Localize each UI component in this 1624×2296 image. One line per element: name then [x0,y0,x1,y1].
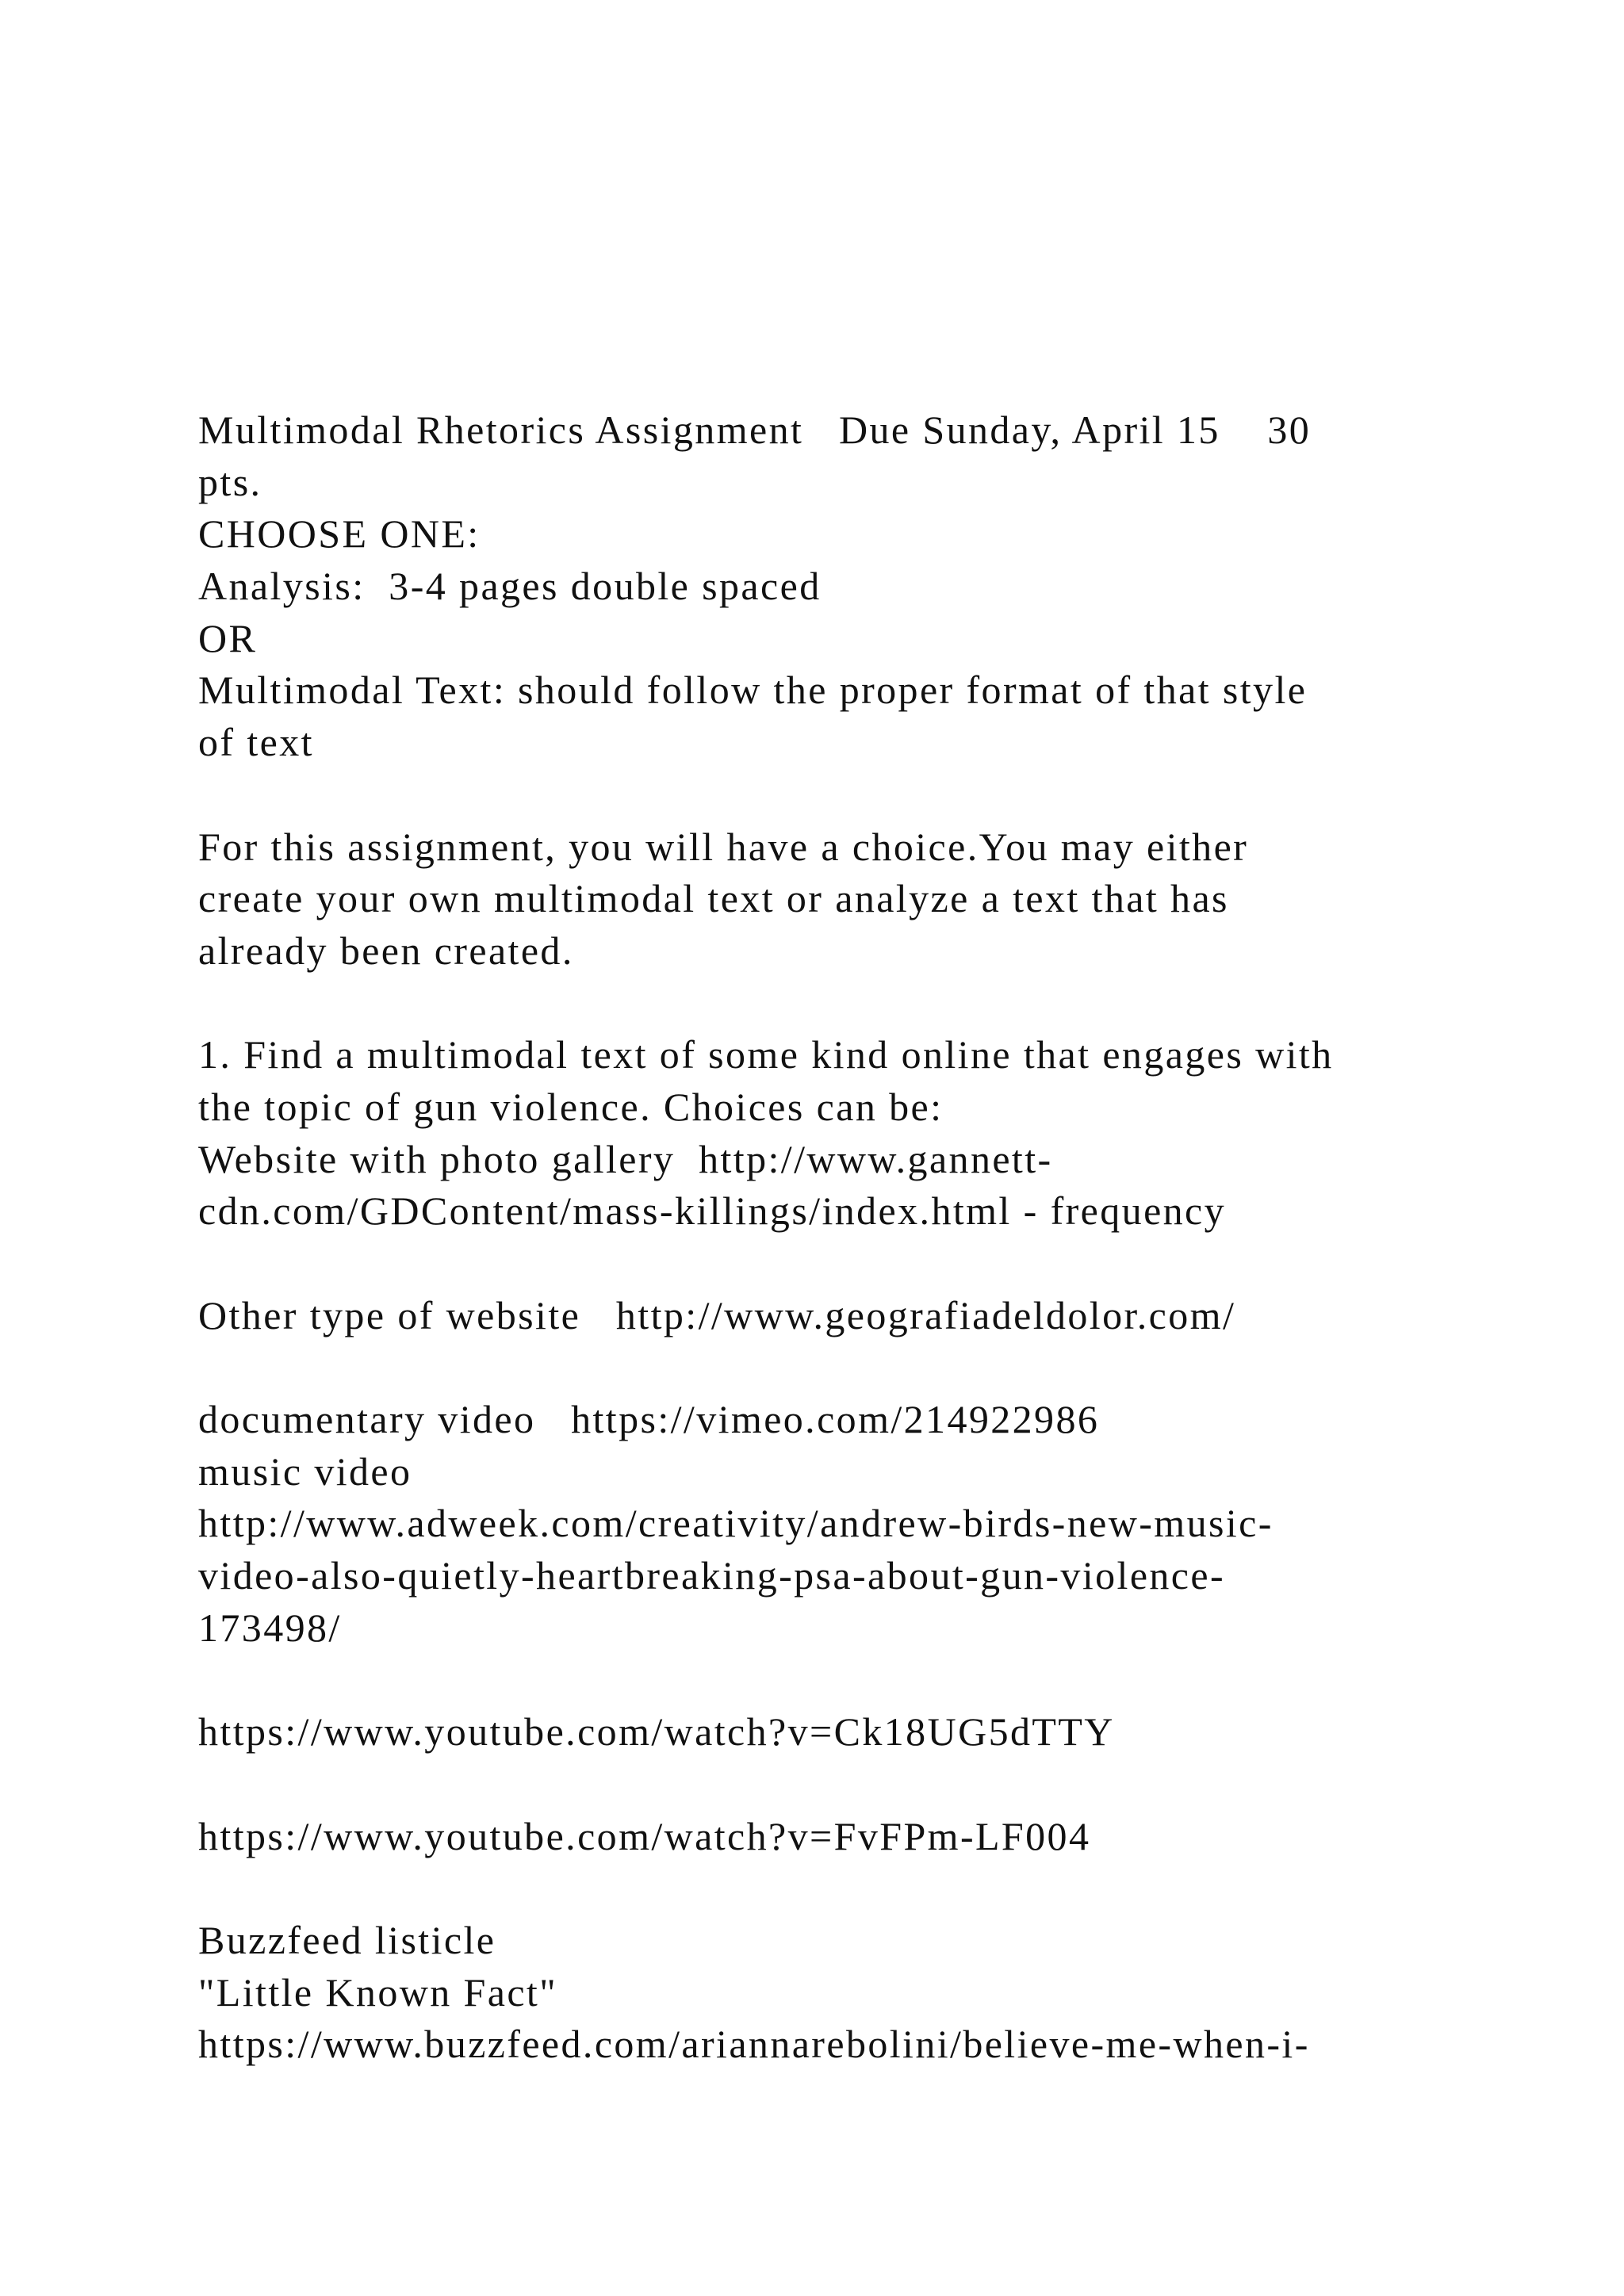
adweek-link-line-3[interactable]: 173498/ [198,1605,342,1650]
buzzfeed-listicle-label: Buzzfeed listicle [198,1917,496,1962]
adweek-link-line-1[interactable]: http://www.adweek.com/creativity/andrew-birds-new-music- [198,1501,1274,1546]
blank-line [198,1655,1499,1707]
step-1-line-1: 1. Find a multimodal text of some kind online that engages with [198,1032,1334,1077]
multimodal-option-line-2: of text [198,720,314,765]
other-website-link[interactable]: Other type of website http://www.geografiadeldolor.com/ [198,1292,1236,1337]
blank-line [198,1238,1499,1290]
buzzfeed-link[interactable]: https://www.buzzfeed.com/ariannarebolini/believe-me-when-i- [198,2022,1310,2067]
intro-paragraph-line-3: already been created. [198,928,574,973]
little-known-fact-title: "Little Known Fact" [198,1969,558,2015]
blank-line [198,978,1499,1030]
assignment-title-line: Multimodal Rhetorics Assignment Due Sunday, April 15 30 [198,408,1312,452]
blank-line [198,769,1499,821]
multimodal-option-line-1: Multimodal Text: should follow the proper format of that style [198,668,1308,713]
photo-gallery-link-line-1[interactable]: Website with photo gallery http://www.gannett- [198,1136,1053,1181]
step-1-line-2: the topic of gun violence. Choices can be: [198,1084,944,1129]
photo-gallery-link-line-2[interactable]: cdn.com/GDContent/mass-killings/index.html - frequency [198,1188,1227,1234]
intro-paragraph-line-2: create your own multimodal text or analyze a text that has [198,876,1229,921]
analysis-option: Analysis: 3-4 pages double spaced [198,564,822,609]
intro-paragraph-line-1: For this assignment, you will have a choice.You may either [198,824,1249,869]
blank-line [198,1758,1499,1811]
adweek-link-line-2[interactable]: video-also-quietly-heartbreaking-psa-about-gun-violence- [198,1553,1226,1598]
or-separator: OR [198,615,258,660]
document-body [198,404,1499,2071]
documentary-video-link[interactable]: documentary video https://vimeo.com/214922986 [198,1397,1100,1442]
choose-one-heading: CHOOSE ONE: [198,511,481,557]
blank-line [198,1341,1499,1394]
youtube-link-2[interactable]: https://www.youtube.com/watch?v=FvFPm-LF004 [198,1813,1091,1858]
assignment-title-continuation: pts. [198,459,262,504]
youtube-link-1[interactable]: https://www.youtube.com/watch?v=Ck18UG5dTTY [198,1709,1115,1755]
blank-line [198,1862,1499,1915]
music-video-label: music video [198,1448,412,1494]
